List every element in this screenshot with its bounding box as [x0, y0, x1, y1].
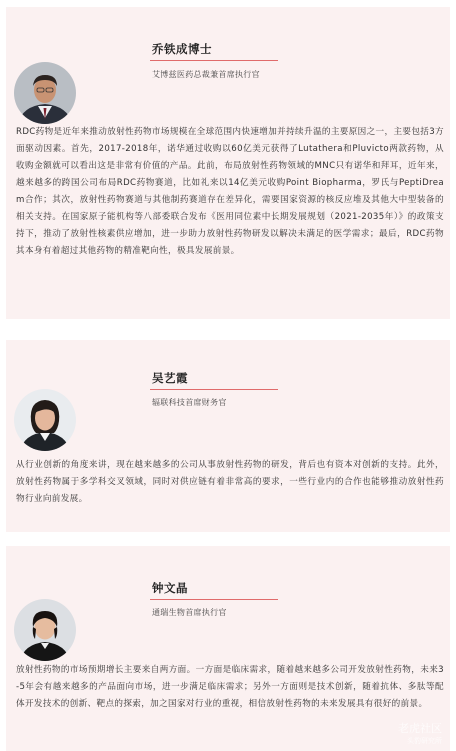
profile-title: 艾博兹医药总裁兼首席执行官	[152, 70, 260, 79]
watermark	[398, 723, 442, 747]
profile-name: 乔铁成博士	[152, 42, 212, 56]
watermark-main: 老虎社区	[398, 722, 442, 735]
watermark-sub: 头豹研究所	[407, 737, 442, 745]
profile-name: 吴艺霞	[152, 371, 188, 385]
profile-card-qiao	[6, 7, 450, 319]
profile-title: 通瑞生物首席执行官	[152, 608, 227, 617]
profile-name: 钟文晶	[152, 581, 188, 595]
name-divider	[150, 389, 278, 390]
profile-title: 辐联科技首席财务官	[152, 398, 227, 407]
name-divider	[150, 599, 278, 600]
avatar-wu	[14, 389, 76, 451]
profile-quote: RDC药物是近年来推动放射性药物市场规模在全球范围内快速增加并持续升温的主要原因之一，主要包括3方面驱动因素。首先，2017-2018年，诺华通过收购以60亿美元获得了Lutathera和Pluvicto两款药物，从收购金额就可以看出这是非常有价值的产品。此前，布局放射性药物领域的MNC只有诺华和拜耳，近年来，越来越多的跨国公司布局RDC药物赛道，比如礼来以14亿美元收购Point Biopharma，罗氏与PeptiDream合作；其次，放射性药物赛道与其他制药赛道存在差异化，需要国家资源的核反应堆及其他大中型装备的相关支持。在国家原子能机构等八部委联合发布《医用同位素中长期发展规划（2021-2035年）》的政策支持下，推动了放射性核素供应增加，进一步助力放射性药物研发以解决未满足的医学需求；最后，RDC药物其本身有着超过其他药物的精准靶向性，极具发展前景。	[16, 127, 445, 256]
avatar-qiao	[14, 62, 76, 124]
profile-card-wu	[6, 340, 450, 532]
avatar-zhong	[14, 599, 76, 661]
profile-quote: 放射性药物的市场预期增长主要来自两方面。一方面是临床需求，随着越来越多公司开发放射性药物，未来3-5年会有越来越多的产品面向市场，进一步满足临床需求；另外一方面则是技术创新，随着抗体、多肽等配体开发技术的创新、靶点的探索，加之国家对行业的重视，相信放射性药物的未来发展具有很好的前景。	[16, 665, 444, 709]
name-divider	[150, 60, 278, 61]
profile-card-zhong	[6, 546, 450, 751]
profile-quote: 从行业创新的角度来讲，现在越来越多的公司从事放射性药物的研发，背后也有资本对创新的支持。此外，放射性药物属于多学科交叉领域，同时对供应链有着非常高的要求，一些行业内的合作也能够推动放射性药物行业向前发展。	[16, 460, 444, 504]
